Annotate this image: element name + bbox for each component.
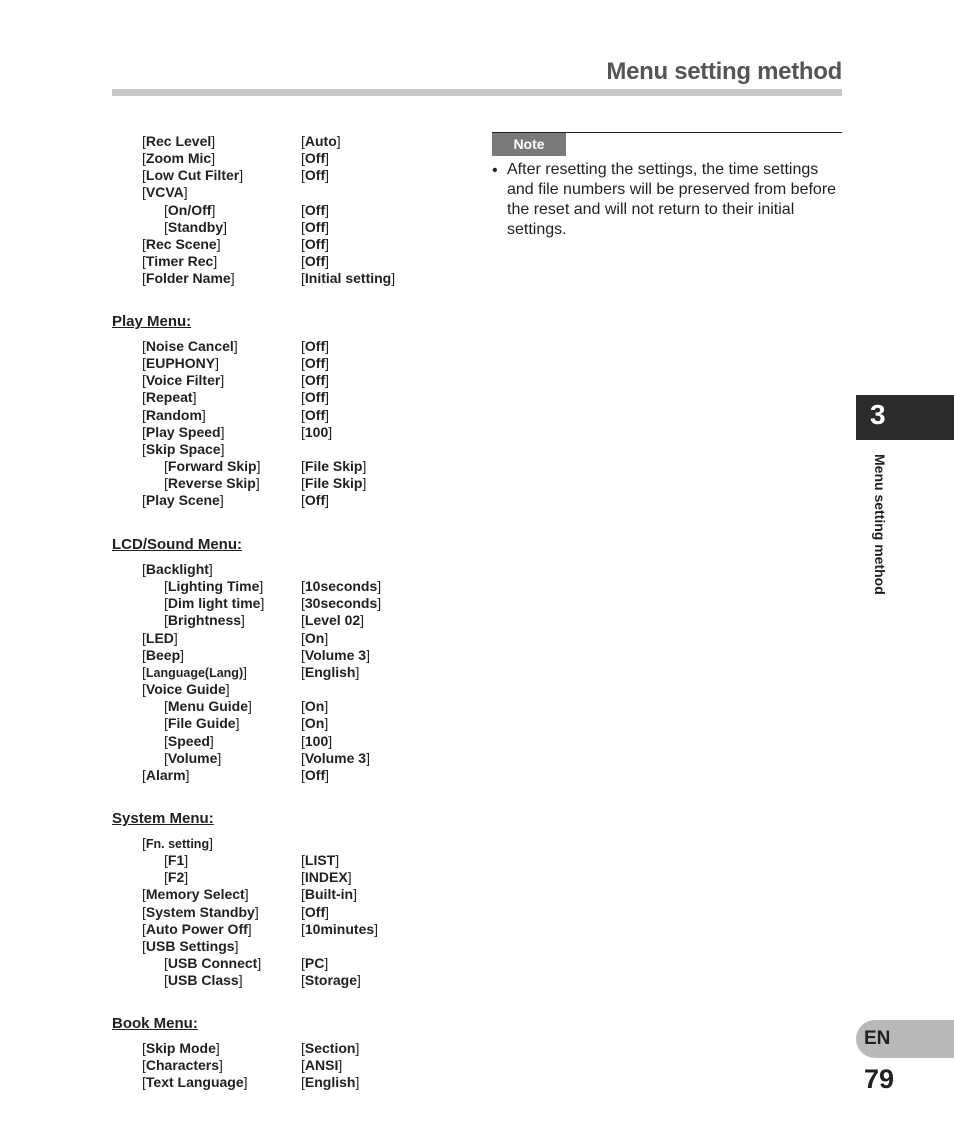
setting-value-text: 10minutes [304,921,375,937]
setting-value-text: Volume 3 [304,750,367,766]
setting-value: [10minutes] [301,921,379,937]
setting-row [142,664,462,681]
setting-row [142,270,462,287]
setting-name: [LED] [142,630,178,646]
setting-row [142,424,462,441]
setting-name-text: VCVA [145,184,184,200]
setting-row [142,852,462,869]
setting-name: [Text Language] [142,1074,248,1090]
setting-name: [Forward Skip] [164,458,261,474]
setting-name: [Speed] [164,733,214,749]
note-label: Note [492,133,566,156]
setting-row [142,236,462,253]
setting-name-text: Repeat [145,389,193,405]
setting-value: [PC] [301,955,329,971]
setting-row [142,647,462,664]
setting-name: [Memory Select] [142,886,249,902]
setting-value: [Off] [301,407,329,423]
setting-value: [Volume 3] [301,647,370,663]
setting-name-text: LED [145,630,174,646]
setting-value-text: ANSI [304,1057,339,1073]
setting-row [142,904,462,921]
setting-name-text: Fn. setting [145,837,210,851]
setting-row [142,355,462,372]
page-title: Menu setting method [606,58,842,85]
setting-name-text: File Guide [167,715,236,731]
setting-name: [On/Off] [164,202,216,218]
setting-row [142,733,462,750]
setting-row [142,578,462,595]
setting-name-text: Skip Space [145,441,221,457]
setting-name-text: Folder Name [145,270,231,286]
setting-value-text: On [304,630,325,646]
chapter-side-label: Menu setting method [872,454,888,595]
setting-name-text: Zoom Mic [145,150,212,166]
setting-value: [File Skip] [301,475,367,491]
setting-value-text: Off [304,150,326,166]
setting-value-text: Off [304,338,326,354]
setting-value-text: Level 02 [304,612,361,628]
setting-name: [Folder Name] [142,270,235,286]
setting-name-text: On/Off [167,202,212,218]
setting-name: [Voice Guide] [142,681,230,697]
setting-value: [On] [301,630,329,646]
setting-name-text: Lighting Time [167,578,260,594]
setting-value: [On] [301,715,329,731]
section-heading: LCD/Sound Menu: [112,536,242,553]
setting-row [142,698,462,715]
setting-name-text: Beep [145,647,181,663]
setting-name: [Brightness] [164,612,245,628]
language-code: EN [864,1028,891,1049]
setting-value-text: Off [304,219,326,235]
setting-row [142,372,462,389]
setting-value: [Auto] [301,133,341,149]
setting-name: [USB Settings] [142,938,239,954]
setting-value-text: Off [304,202,326,218]
setting-value-text: 30seconds [304,595,378,611]
setting-name-text: Volume [167,750,218,766]
setting-name: [Language(Lang)] [142,664,247,680]
setting-value: [Off] [301,355,329,371]
setting-name-text: Voice Filter [145,372,221,388]
setting-row [142,458,462,475]
setting-row [142,202,462,219]
setting-value: [10seconds] [301,578,382,594]
setting-name: [Standby] [164,219,228,235]
setting-value: [Off] [301,236,329,252]
setting-name: [Timer Rec] [142,253,218,269]
setting-value-text: On [304,715,325,731]
setting-name: [Noise Cancel] [142,338,238,354]
setting-name: [Zoom Mic] [142,150,216,166]
setting-value-text: Off [304,236,326,252]
section-heading: System Menu: [112,810,214,827]
setting-name-text: Rec Scene [145,236,217,252]
setting-name-text: F1 [167,852,185,868]
setting-name: [USB Connect] [164,955,262,971]
setting-name-text: Characters [145,1057,220,1073]
setting-name: [Repeat] [142,389,197,405]
setting-row [142,972,462,989]
chapter-number: 3 [870,399,886,430]
setting-value-text: Off [304,372,326,388]
setting-name-text: Play Scene [145,492,220,508]
setting-row [142,681,462,698]
setting-value-text: Off [304,407,326,423]
setting-name-text: Standby [167,219,224,235]
setting-row [142,750,462,767]
setting-name: [Auto Power Off] [142,921,252,937]
setting-value: [Off] [301,202,329,218]
setting-value: [Built-in] [301,886,357,902]
language-tab [856,1020,954,1058]
setting-row [142,475,462,492]
setting-name-text: Auto Power Off [145,921,248,937]
setting-name: [Characters] [142,1057,223,1073]
section-heading: Book Menu: [112,1015,198,1032]
setting-name-text: Speed [167,733,210,749]
setting-name-text: USB Connect [167,955,258,971]
setting-value-text: Built-in [304,886,354,902]
setting-row [142,767,462,784]
setting-value-text: PC [304,955,325,971]
setting-value-text: Volume 3 [304,647,367,663]
setting-row [142,715,462,732]
setting-value: [Level 02] [301,612,365,628]
setting-value: [Off] [301,372,329,388]
setting-name: [Skip Space] [142,441,225,457]
setting-row [142,630,462,647]
page-number: 79 [864,1064,895,1094]
setting-name-text: Brightness [167,612,242,628]
setting-value: [Section] [301,1040,360,1056]
setting-name-text: Reverse Skip [167,475,256,491]
setting-name-text: Memory Select [145,886,245,902]
setting-name: [Voice Filter] [142,372,225,388]
setting-name-text: Skip Mode [145,1040,216,1056]
setting-value-text: 100 [304,424,329,440]
setting-value: [Storage] [301,972,361,988]
setting-value-text: File Skip [304,475,363,491]
setting-name-text: Noise Cancel [145,338,234,354]
setting-value: [30seconds] [301,595,382,611]
setting-name-text: Random [145,407,202,423]
setting-name-text: Play Speed [145,424,221,440]
setting-row [142,886,462,903]
setting-name: [VCVA] [142,184,188,200]
setting-name: [Play Scene] [142,492,224,508]
setting-value: [INDEX] [301,869,352,885]
setting-row [142,869,462,886]
setting-row [142,407,462,424]
setting-name: [Alarm] [142,767,190,783]
setting-name-text: Alarm [145,767,186,783]
setting-value-text: 100 [304,733,329,749]
setting-name-text: USB Settings [145,938,235,954]
setting-value-text: INDEX [304,869,348,885]
setting-row [142,1057,462,1074]
setting-row [142,133,462,150]
setting-row [142,921,462,938]
note-bullet: • [492,162,498,179]
setting-value: [Off] [301,767,329,783]
setting-name-text: Dim light time [167,595,261,611]
setting-value-text: English [304,664,356,680]
setting-value: [Initial setting] [301,270,396,286]
setting-value: [100] [301,733,333,749]
setting-value: [Off] [301,492,329,508]
setting-value: [On] [301,698,329,714]
setting-row [142,492,462,509]
setting-value-text: Off [304,355,326,371]
setting-value: [Off] [301,338,329,354]
setting-value-text: Section [304,1040,356,1056]
setting-value: [Volume 3] [301,750,370,766]
setting-name: [Fn. setting] [142,835,213,851]
setting-value: [English] [301,1074,360,1090]
setting-name: [Backlight] [142,561,213,577]
setting-row [142,835,462,852]
setting-name: [Menu Guide] [164,698,252,714]
setting-name-text: Text Language [145,1074,244,1090]
setting-value: [Off] [301,904,329,920]
setting-name-text: Rec Level [145,133,212,149]
setting-name-text: USB Class [167,972,239,988]
setting-value: [Off] [301,219,329,235]
setting-row [142,441,462,458]
setting-row [142,955,462,972]
setting-row [142,219,462,236]
setting-name-text: Voice Guide [145,681,226,697]
setting-name-text: Forward Skip [167,458,257,474]
setting-value: [File Skip] [301,458,367,474]
setting-name: [Beep] [142,647,185,663]
setting-value: [LIST] [301,852,340,868]
setting-name: [USB Class] [164,972,243,988]
setting-name-text: F2 [167,869,185,885]
setting-row [142,389,462,406]
setting-name: [Random] [142,407,206,423]
setting-name-text: System Standby [145,904,255,920]
setting-value-text: Off [304,389,326,405]
setting-name: [System Standby] [142,904,259,920]
setting-name: [Reverse Skip] [164,475,260,491]
setting-name: [Play Speed] [142,424,225,440]
setting-name-text: EUPHONY [145,355,216,371]
setting-row [142,167,462,184]
setting-name: [Low Cut Filter] [142,167,244,183]
setting-value: [Off] [301,253,329,269]
setting-row [142,253,462,270]
setting-name: [File Guide] [164,715,240,731]
setting-name-text: Timer Rec [145,253,214,269]
setting-value-text: Storage [304,972,358,988]
setting-name: [Skip Mode] [142,1040,220,1056]
setting-value-text: Initial setting [304,270,392,286]
section-heading: Play Menu: [112,313,192,330]
setting-value: [100] [301,424,333,440]
setting-value-text: Off [304,904,326,920]
setting-value: [Off] [301,389,329,405]
setting-name-text: Backlight [145,561,209,577]
setting-row [142,561,462,578]
setting-value-text: File Skip [304,458,363,474]
setting-row [142,338,462,355]
setting-name-text: Low Cut Filter [145,167,240,183]
setting-row [142,184,462,201]
setting-row [142,938,462,955]
setting-value-text: English [304,1074,356,1090]
setting-name: [F2] [164,869,189,885]
setting-name: [EUPHONY] [142,355,220,371]
setting-value-text: 10seconds [304,578,378,594]
setting-row [142,150,462,167]
setting-name: [Lighting Time] [164,578,264,594]
chapter-tab [856,395,954,440]
setting-value-text: Off [304,253,326,269]
setting-value-text: LIST [304,852,336,868]
setting-name: [Volume] [164,750,222,766]
setting-name: [Rec Scene] [142,236,221,252]
setting-value: [Off] [301,167,329,183]
setting-row [142,595,462,612]
setting-row [142,1040,462,1057]
setting-name: [Rec Level] [142,133,216,149]
setting-value-text: Off [304,492,326,508]
setting-name: [F1] [164,852,189,868]
setting-row [142,1074,462,1091]
setting-value-text: On [304,698,325,714]
note-text: After resetting the settings, the time settings and file numbers will be preserved from before the reset and will not return to their initial settings. [507,161,837,238]
setting-value-text: Auto [304,133,337,149]
setting-value-text: Off [304,767,326,783]
setting-value: [ANSI] [301,1057,343,1073]
setting-value-text: Off [304,167,326,183]
setting-value: [English] [301,664,360,680]
setting-value: [Off] [301,150,329,166]
setting-name-text: Menu Guide [167,698,249,714]
setting-row [142,612,462,629]
setting-name: [Dim light time] [164,595,265,611]
setting-name-text: Language(Lang) [145,666,244,680]
